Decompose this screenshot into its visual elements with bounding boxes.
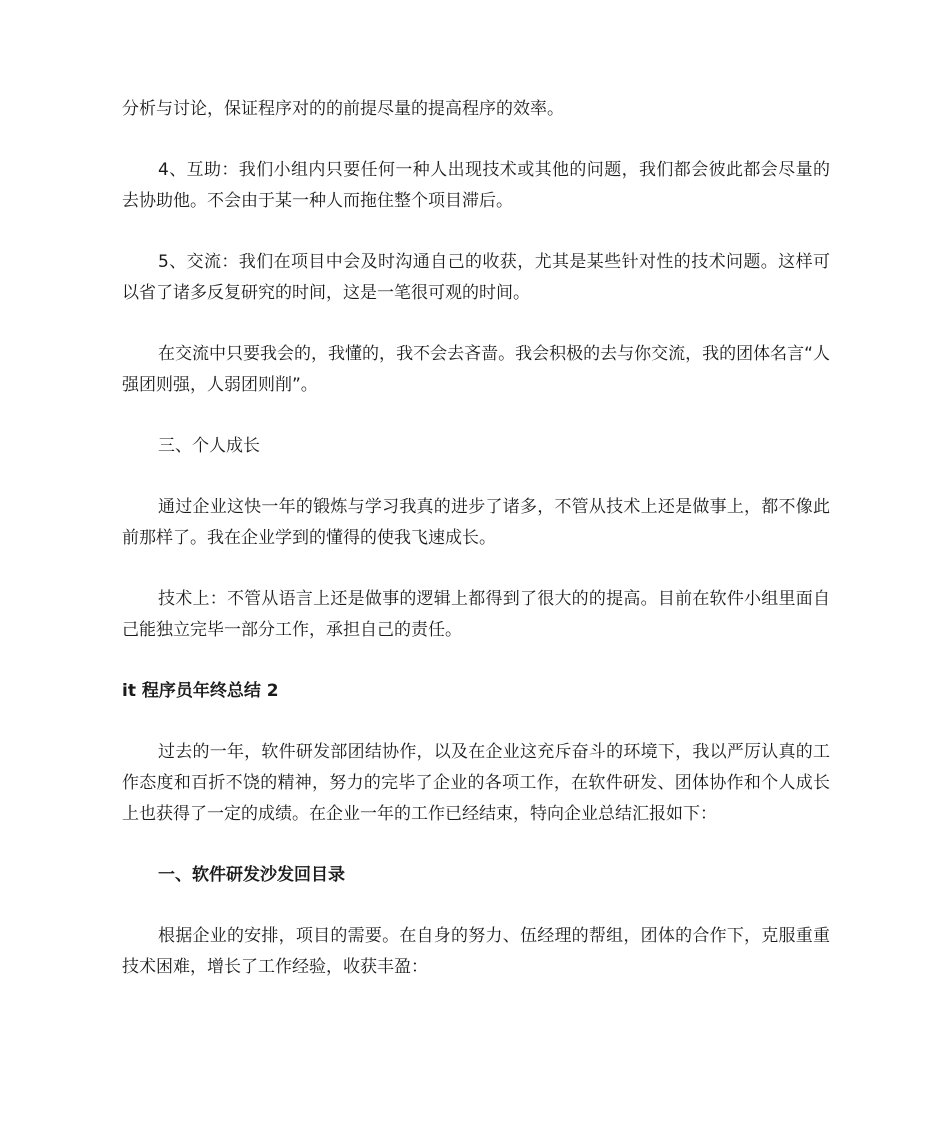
paragraph-team-motto: 在交流中只要我会的，我懂的，我不会去吝啬。我会积极的去与你交流，我的团体名言“人强团则强，人弱团则削”。 (122, 344, 830, 395)
paragraph-conclusion: 分析与讨论，保证程序对的的前提尽量的提高程序的效率。 (122, 99, 564, 119)
document-body (122, 94, 830, 1013)
paragraph-technical-growth: 技术上：不管从语言上还是做事的逻辑上都得到了很大的的提高。目前在软件小组里面自己能独立完毕一部分工作，承担自己的责任。 (122, 589, 830, 640)
paragraph-growth-summary: 通过企业这快一年的锻炼与学习我真的进步了诸多，不管从技术上还是做事上，都不像此前那样了。我在企业学到的懂得的使我飞速成长。 (122, 497, 830, 548)
paragraph-mutual-help: 4、互助：我们小组内只要任何一种人出现技术或其他的问题，我们都会彼此都会尽量的去协助他。不会由于某一种人而拖住整个项目滞后。 (122, 160, 830, 211)
section-heading-personal-growth: 三、个人成长 (158, 436, 260, 456)
document-title-summary-2: it 程序员年终总结 2 (122, 681, 279, 701)
paragraph-company-arrangement: 根据企业的安排，项目的需要。在自身的努力、伍经理的帮组，团体的合作下，克服重重技术困难，增长了工作经验，收获丰盈： (122, 926, 830, 977)
paragraph-communication: 5、交流：我们在项目中会及时沟通自己的收获，尤其是某些针对性的技术问题。这样可以省了诸多反复研究的时间，这是一笔很可观的时间。 (122, 252, 830, 303)
paragraph-year-review: 过去的一年，软件研发部团结协作，以及在企业这充斥奋斗的环境下，我以严厉认真的工作态度和百折不饶的精神，努力的完毕了企业的各项工作，在软件研发、团体协作和个人成长上也获得了一定的成绩。在企业一年的工作已经结束，特向企业总结汇报如下： (122, 742, 830, 824)
section-heading-software-dev: 一、软件研发沙发回目录 (158, 865, 345, 885)
